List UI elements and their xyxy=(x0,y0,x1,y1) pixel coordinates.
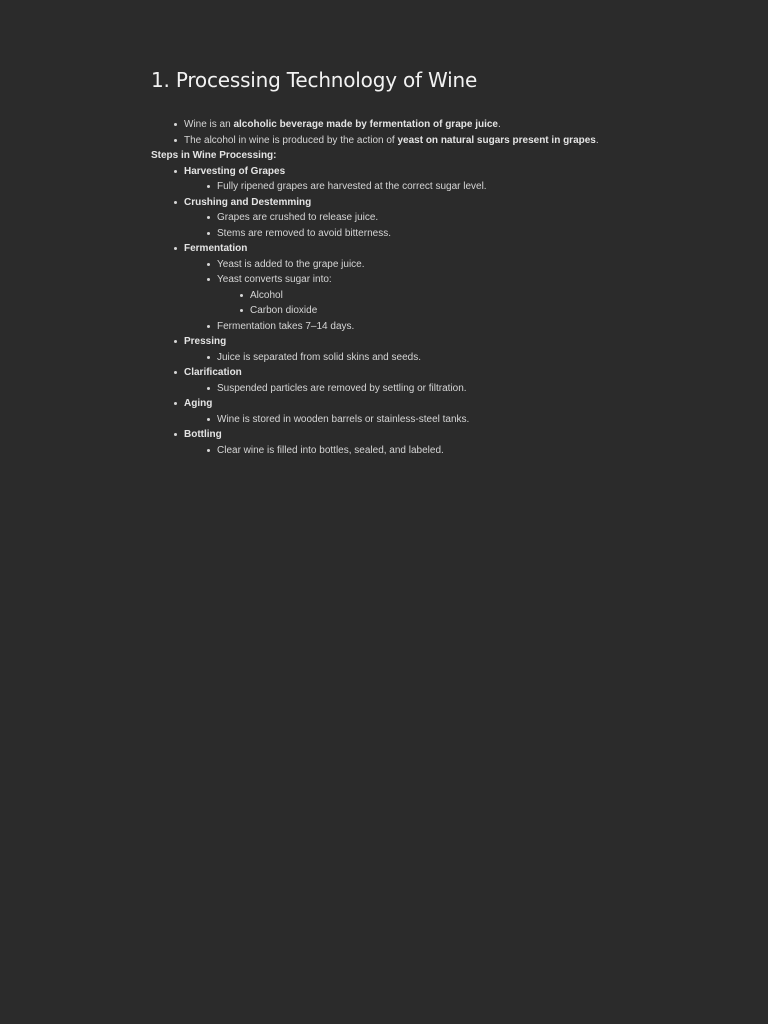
intro-item xyxy=(151,133,621,149)
intro-text: The alcohol in wine is produced by the action of xyxy=(184,134,398,146)
step-details xyxy=(184,412,621,428)
step-details xyxy=(184,257,621,335)
step-sub-detail: Alcohol xyxy=(217,288,621,304)
step-detail: Fully ripened grapes are harvested at the correct sugar level. xyxy=(184,179,621,195)
step-detail xyxy=(184,272,621,319)
step-detail: Wine is stored in wooden barrels or stainless-steel tanks. xyxy=(184,412,621,428)
step-title: Crushing and Destemming xyxy=(184,196,312,208)
step-item xyxy=(151,164,621,195)
intro-item xyxy=(151,117,621,133)
intro-text-end: . xyxy=(498,119,501,130)
step-item xyxy=(151,195,621,242)
step-detail: Yeast is added to the grape juice. xyxy=(184,257,621,273)
step-title: Bottling xyxy=(184,429,222,440)
step-detail: Juice is separated from solid skins and seeds. xyxy=(184,350,621,366)
step-detail: Stems are removed to avoid bitterness. xyxy=(184,226,621,242)
intro-list xyxy=(151,117,621,148)
step-title: Aging xyxy=(184,398,213,409)
step-detail: Fermentation takes 7–14 days. xyxy=(184,319,621,335)
intro-text-end: . xyxy=(595,134,599,146)
step-item xyxy=(151,241,621,334)
step-title: Harvesting of Grapes xyxy=(184,165,286,177)
step-item xyxy=(151,334,621,365)
step-detail: Clear wine is filled into bottles, sealed, and labeled. xyxy=(184,443,621,459)
step-sub-details xyxy=(217,288,621,319)
intro-bold-text: alcoholic beverage made by fermentation of grape juice xyxy=(233,119,498,130)
steps-heading: Steps in Wine Processing: xyxy=(151,150,277,161)
step-item xyxy=(151,396,621,427)
step-detail: Suspended particles are removed by settling or filtration. xyxy=(184,381,621,397)
intro-bold-text: yeast on natural sugars present in grapes xyxy=(397,134,596,146)
step-item xyxy=(151,365,621,396)
document-body xyxy=(151,66,621,458)
step-title: Clarification xyxy=(184,367,242,378)
step-details xyxy=(184,443,621,459)
step-title: Fermentation xyxy=(184,243,248,254)
step-detail-text: Yeast converts sugar into: xyxy=(217,274,332,285)
steps-list xyxy=(151,164,621,459)
step-item xyxy=(151,427,621,458)
step-details xyxy=(184,350,621,366)
step-title: Pressing xyxy=(184,336,227,347)
step-details xyxy=(184,381,621,397)
intro-text: Wine is an xyxy=(184,119,234,130)
step-detail: Grapes are crushed to release juice. xyxy=(184,210,621,226)
step-details xyxy=(184,210,621,241)
step-details xyxy=(184,179,621,195)
step-sub-detail: Carbon dioxide xyxy=(217,303,621,319)
page-title: 1. Processing Technology of Wine xyxy=(151,68,478,92)
